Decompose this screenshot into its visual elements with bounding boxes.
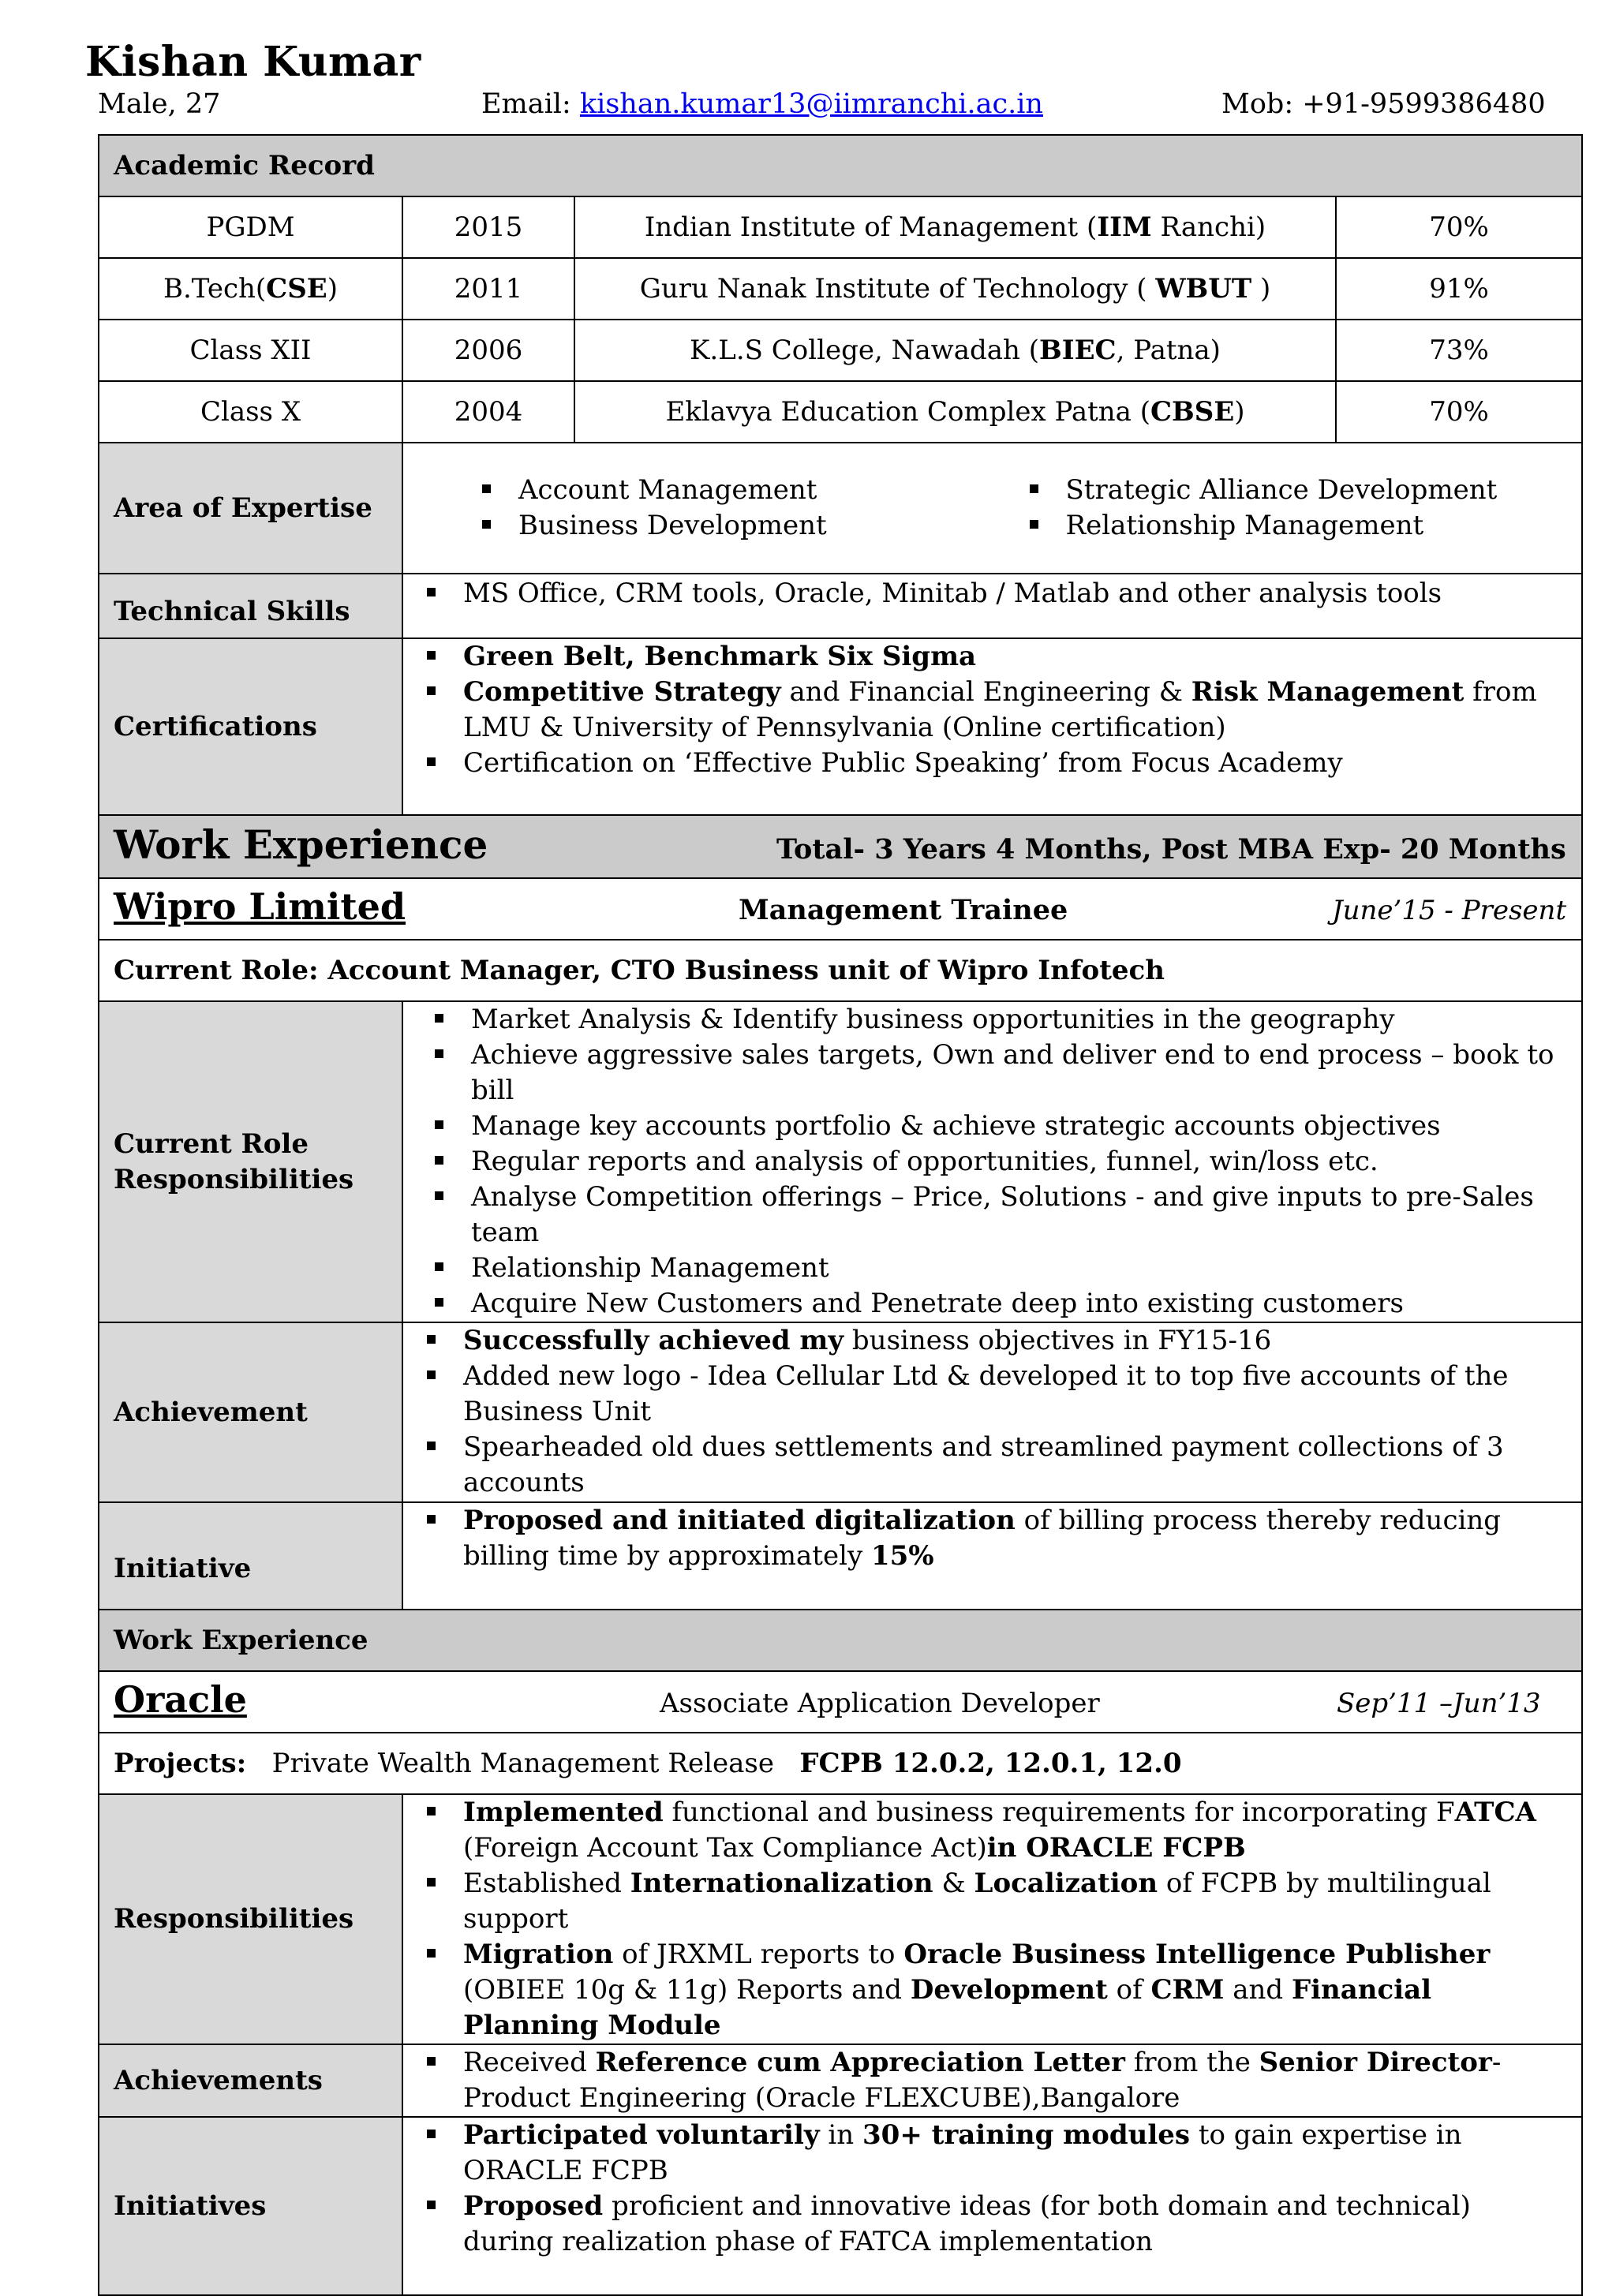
responsibility-item: Regular reports and analysis of opportunities, funnel, win/loss etc. bbox=[425, 1144, 1567, 1180]
achievement-label: Achievement bbox=[99, 1322, 402, 1502]
projects-line bbox=[99, 1733, 1582, 1794]
responsibilities-label: Current Role Responsibilities bbox=[99, 1001, 402, 1322]
oracle-responsibilities-label: Responsibilities bbox=[99, 1794, 402, 2044]
current-role: Current Role: Account Manager, CTO Business unit of Wipro Infotech bbox=[99, 940, 1582, 1001]
expertise-content bbox=[402, 443, 1582, 574]
achievement-item: Spearheaded old dues settlements and streamlined payment collections of 3 accounts bbox=[417, 1430, 1567, 1501]
expertise-item: Business Development bbox=[473, 508, 1020, 544]
job-period: Sep’11 –Jun’13 bbox=[1337, 1688, 1541, 1719]
year-cell: 2015 bbox=[402, 196, 574, 258]
work-experience-heading-2: Work Experience bbox=[99, 1610, 1582, 1671]
degree-cell: B.Tech(CSE) bbox=[99, 258, 402, 320]
initiative-label: Initiative bbox=[99, 1502, 402, 1610]
certification-item: Certification on ‘Effective Public Speaking’ from Focus Academy bbox=[417, 746, 1567, 781]
institute-cell: Indian Institute of Management (IIM Ranchi) bbox=[574, 196, 1336, 258]
responsibility-item: Manage key accounts portfolio & achieve strategic accounts objectives bbox=[425, 1109, 1567, 1144]
initiative-item: Participated voluntarily in 30+ training modules to gain expertise in ORACLE FCPB bbox=[417, 2118, 1567, 2189]
expertise-item: Relationship Management bbox=[1020, 508, 1568, 544]
degree-cell: Class XII bbox=[99, 320, 402, 381]
responsibility-item: Established Internationalization & Localization of FCPB by multilingual support bbox=[417, 1866, 1567, 1937]
technical-skills-label: Technical Skills bbox=[99, 574, 402, 638]
technical-skills-content bbox=[402, 574, 1582, 638]
projects-version: FCPB 12.0.2, 12.0.1, 12.0 bbox=[799, 1747, 1182, 1779]
achievement-item: Successfully achieved my business objectives in FY15-16 bbox=[417, 1323, 1567, 1359]
company-name: Oracle bbox=[114, 1678, 247, 1721]
score-cell: 70% bbox=[1336, 196, 1582, 258]
institute-cell: K.L.S College, Nawadah (BIEC, Patna) bbox=[574, 320, 1336, 381]
oracle-responsibilities-content bbox=[402, 1794, 1582, 2044]
institute-cell: Guru Nanak Institute of Technology ( WBUT ) bbox=[574, 258, 1336, 320]
oracle-initiatives-label: Initiatives bbox=[99, 2117, 402, 2295]
certifications-label: Certifications bbox=[99, 638, 402, 815]
certification-item: Green Belt, Benchmark Six Sigma bbox=[417, 639, 1567, 675]
email-label: Email: bbox=[481, 88, 571, 120]
responsibility-item: Relationship Management bbox=[425, 1251, 1567, 1286]
resume-table bbox=[98, 134, 1583, 2296]
score-cell: 91% bbox=[1336, 258, 1582, 320]
work-experience-title: Work Experience bbox=[114, 821, 488, 868]
achievement-content bbox=[402, 1322, 1582, 1502]
work-experience-header bbox=[99, 815, 1582, 878]
company-name: Wipro Limited bbox=[114, 885, 406, 928]
year-cell: 2011 bbox=[402, 258, 574, 320]
job-period: June’15 - Present bbox=[1332, 895, 1567, 926]
initiative-item: Proposed and initiated digitalization of billing process thereby reducing billing time by approximately 15% bbox=[417, 1503, 1567, 1574]
job-title: Associate Application Developer bbox=[660, 1688, 1100, 1719]
score-cell: 73% bbox=[1336, 320, 1582, 381]
responsibility-item: Migration of JRXML reports to Oracle Business Intelligence Publisher (OBIEE 10g & 11g) Reports and Development of CRM and Financial Planning Module bbox=[417, 1937, 1567, 2044]
initiative-item: Proposed proficient and innovative ideas (for both domain and technical) during realization phase of FATCA implementation bbox=[417, 2189, 1567, 2260]
responsibilities-content bbox=[402, 1001, 1582, 1322]
job-title: Management Trainee bbox=[739, 894, 1068, 926]
technical-skill-item: MS Office, CRM tools, Oracle, Minitab / Matlab and other analysis tools bbox=[417, 576, 1567, 611]
initiative-content bbox=[402, 1502, 1582, 1610]
oracle-achievements-content bbox=[402, 2044, 1582, 2117]
academic-row bbox=[99, 381, 1582, 443]
expertise-item: Account Management bbox=[473, 473, 1020, 508]
degree-cell: PGDM bbox=[99, 196, 402, 258]
email-line bbox=[481, 88, 1043, 120]
score-cell: 70% bbox=[1336, 381, 1582, 443]
expertise-label: Area of Expertise bbox=[99, 443, 402, 574]
oracle-header bbox=[99, 1671, 1582, 1733]
email-link[interactable]: kishan.kumar13@iimranchi.ac.in bbox=[579, 88, 1043, 120]
gender-age: Male, 27 bbox=[98, 88, 221, 120]
expertise-item: Strategic Alliance Development bbox=[1020, 473, 1568, 508]
institute-cell: Eklavya Education Complex Patna (CBSE) bbox=[574, 381, 1336, 443]
responsibility-item: Analyse Competition offerings – Price, Solutions - and give inputs to pre-Sales team bbox=[425, 1180, 1567, 1251]
total-experience: Total- 3 Years 4 Months, Post MBA Exp- 20 Months bbox=[776, 832, 1566, 866]
projects-label: Projects: bbox=[114, 1747, 247, 1779]
responsibility-item: Acquire New Customers and Penetrate deep into existing customers bbox=[425, 1286, 1567, 1322]
projects-text: Private Wealth Management Release bbox=[271, 1747, 774, 1779]
academic-row bbox=[99, 258, 1582, 320]
certification-item: Competitive Strategy and Financial Engineering & Risk Management from LMU & University of Pennsylvania (Online certification) bbox=[417, 675, 1567, 746]
year-cell: 2004 bbox=[402, 381, 574, 443]
academic-record-heading: Academic Record bbox=[99, 135, 1582, 196]
degree-cell: Class X bbox=[99, 381, 402, 443]
achievement-item: Received Reference cum Appreciation Letter from the Senior Director- Product Engineering (Oracle FLEXCUBE),Bangalore bbox=[417, 2045, 1567, 2116]
achievement-item: Added new logo - Idea Cellular Ltd & developed it to top five accounts of the Business Unit bbox=[417, 1359, 1567, 1430]
year-cell: 2006 bbox=[402, 320, 574, 381]
responsibility-item: Achieve aggressive sales targets, Own and deliver end to end process – book to bill bbox=[425, 1038, 1567, 1109]
responsibility-item: Implemented functional and business requirements for incorporating FATCA (Foreign Account Tax Compliance Act)in ORACLE FCPB bbox=[417, 1795, 1567, 1866]
responsibility-item: Market Analysis & Identify business opportunities in the geography bbox=[425, 1002, 1567, 1038]
mobile-number: Mob: +91-9599386480 bbox=[1221, 88, 1546, 120]
oracle-achievements-label: Achievements bbox=[99, 2044, 402, 2117]
wipro-header bbox=[99, 878, 1582, 940]
certifications-content bbox=[402, 638, 1582, 815]
academic-row bbox=[99, 196, 1582, 258]
candidate-name: Kishan Kumar bbox=[85, 38, 421, 86]
academic-row bbox=[99, 320, 1582, 381]
oracle-initiatives-content bbox=[402, 2117, 1582, 2295]
